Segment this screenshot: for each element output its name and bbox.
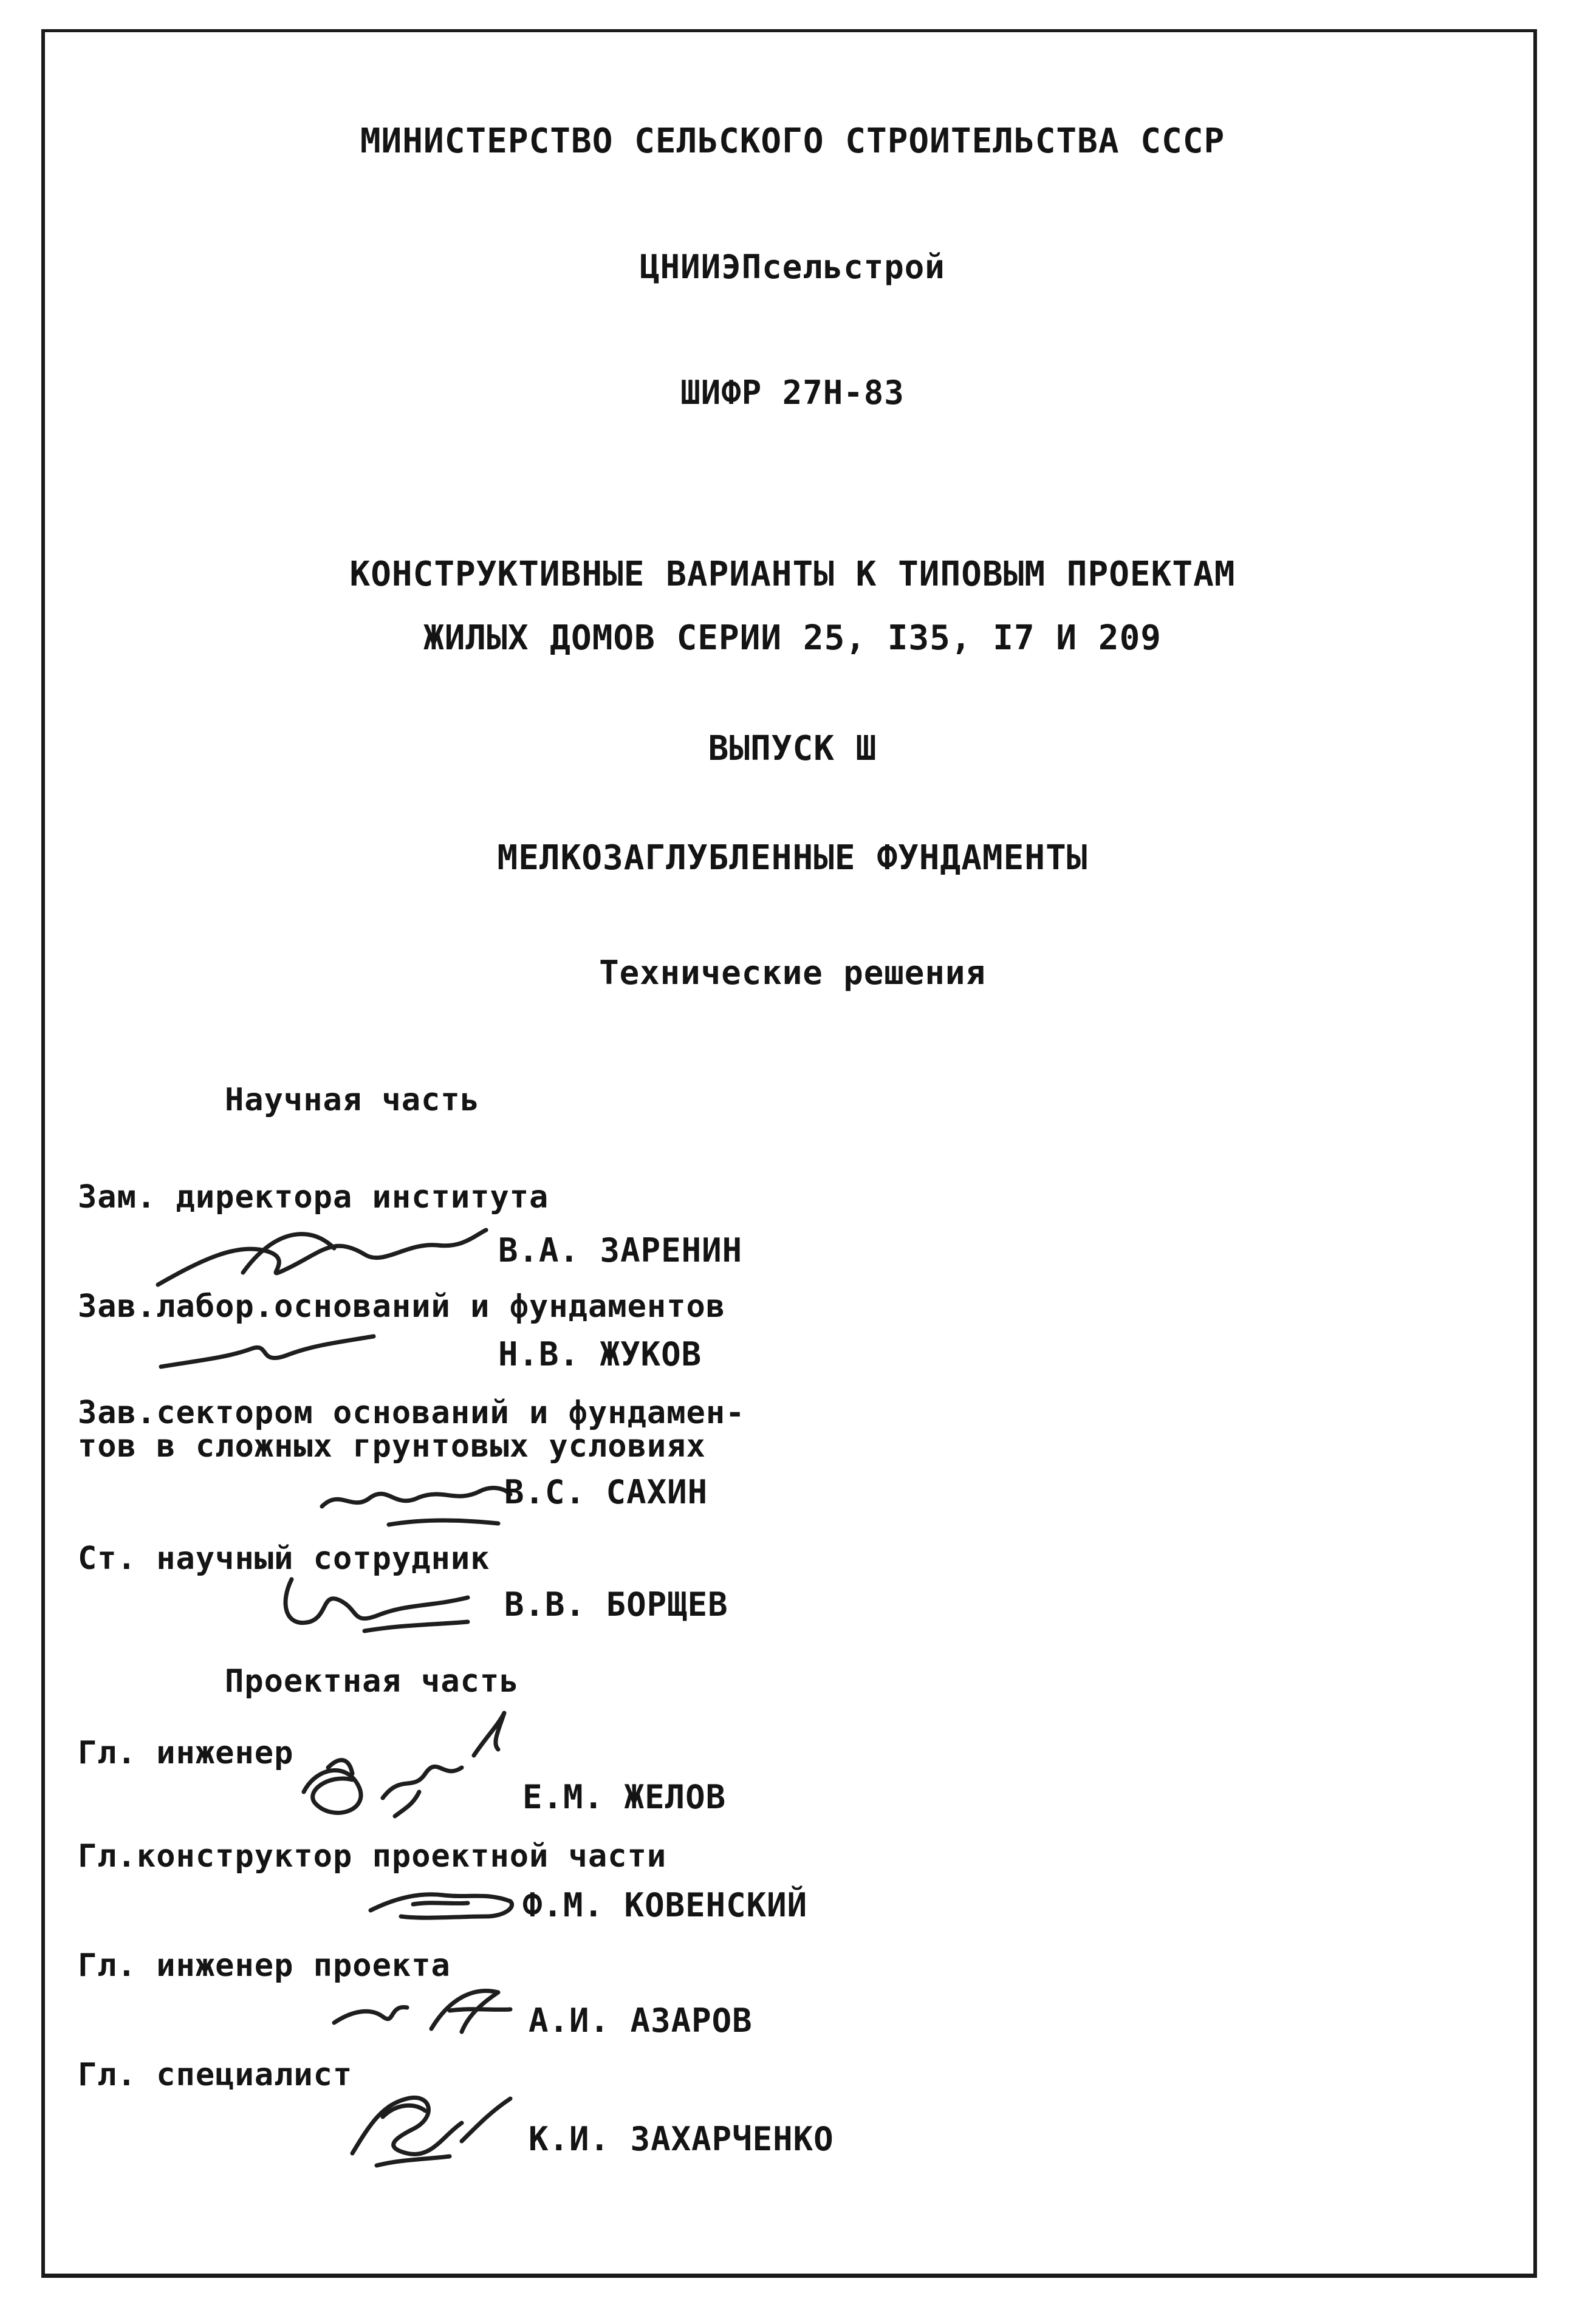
signatory-name: А.И. АЗАРОВ xyxy=(529,2001,753,2040)
signatory-position: Ст. научный сотрудник xyxy=(78,1540,490,1577)
signature-mark xyxy=(152,1218,492,1297)
signature-mark xyxy=(328,1974,529,2041)
signature-mark xyxy=(340,2068,522,2178)
page-border xyxy=(41,29,1537,2278)
signatory-name: Ф.М. КОВЕНСКИЙ xyxy=(522,1886,808,1924)
signatory-position: Гл.конструктор проектной части xyxy=(78,1838,667,1875)
signatory-position: Гл. инженер проекта xyxy=(78,1947,451,1984)
science-part-heading: Научная часть xyxy=(225,1082,480,1118)
signatory-name: В.А. ЗАРЕНИН xyxy=(498,1231,743,1270)
signatory-position: Зам. директора института xyxy=(78,1179,549,1215)
document-title-line1: КОНСТРУКТИВНЫЕ ВАРИАНТЫ К ТИПОВЫМ ПРОЕКТАМ xyxy=(349,555,1236,594)
signature-mark xyxy=(155,1324,398,1379)
signatory-position: Зав.лабор.оснований и фундаментов xyxy=(78,1288,726,1325)
signature-mark xyxy=(316,1470,516,1531)
signatory-name: К.И. ЗАХАРЧЕНКО xyxy=(529,2120,834,2158)
design-part-heading: Проектная часть xyxy=(225,1663,519,1700)
institute-name: ЦНИИЭПсельстрой xyxy=(640,248,945,286)
signature-mark xyxy=(292,1701,535,1828)
signatory-name: Н.В. ЖУКОВ xyxy=(498,1335,702,1373)
signatory-position: Зав.сектором оснований и фундамен- xyxy=(78,1395,745,1431)
signatory-name: Е.М. ЖЕЛОВ xyxy=(522,1778,727,1816)
document-subject: МЕЛКОЗАГЛУБЛЕННЫЕ ФУНДАМЕНТЫ xyxy=(497,838,1088,878)
cipher-code: ШИФР 27Н-83 xyxy=(680,374,905,412)
signatory-name: В.В. БОРЩЕВ xyxy=(504,1585,728,1624)
signatory-position: Гл. инженер xyxy=(78,1735,294,1771)
signatory-position-continued: тов в сложных грунтовых условиях xyxy=(78,1428,706,1464)
document-title-line2: ЖИЛЫХ ДОМОВ СЕРИИ 25, I35, I7 И 209 xyxy=(423,618,1162,658)
ministry-heading: МИНИСТЕРСТВО СЕЛЬСКОГО СТРОИТЕЛЬСТВА СССР xyxy=(360,121,1225,161)
signatory-name: В.С. САХИН xyxy=(504,1473,708,1511)
signature-mark xyxy=(273,1567,492,1640)
issue-number: ВЫПУСК Ш xyxy=(708,729,877,768)
document-subtitle: Технические решения xyxy=(599,954,986,992)
signature-mark xyxy=(365,1874,522,1929)
signatory-position: Гл. специалист xyxy=(78,2057,353,2093)
